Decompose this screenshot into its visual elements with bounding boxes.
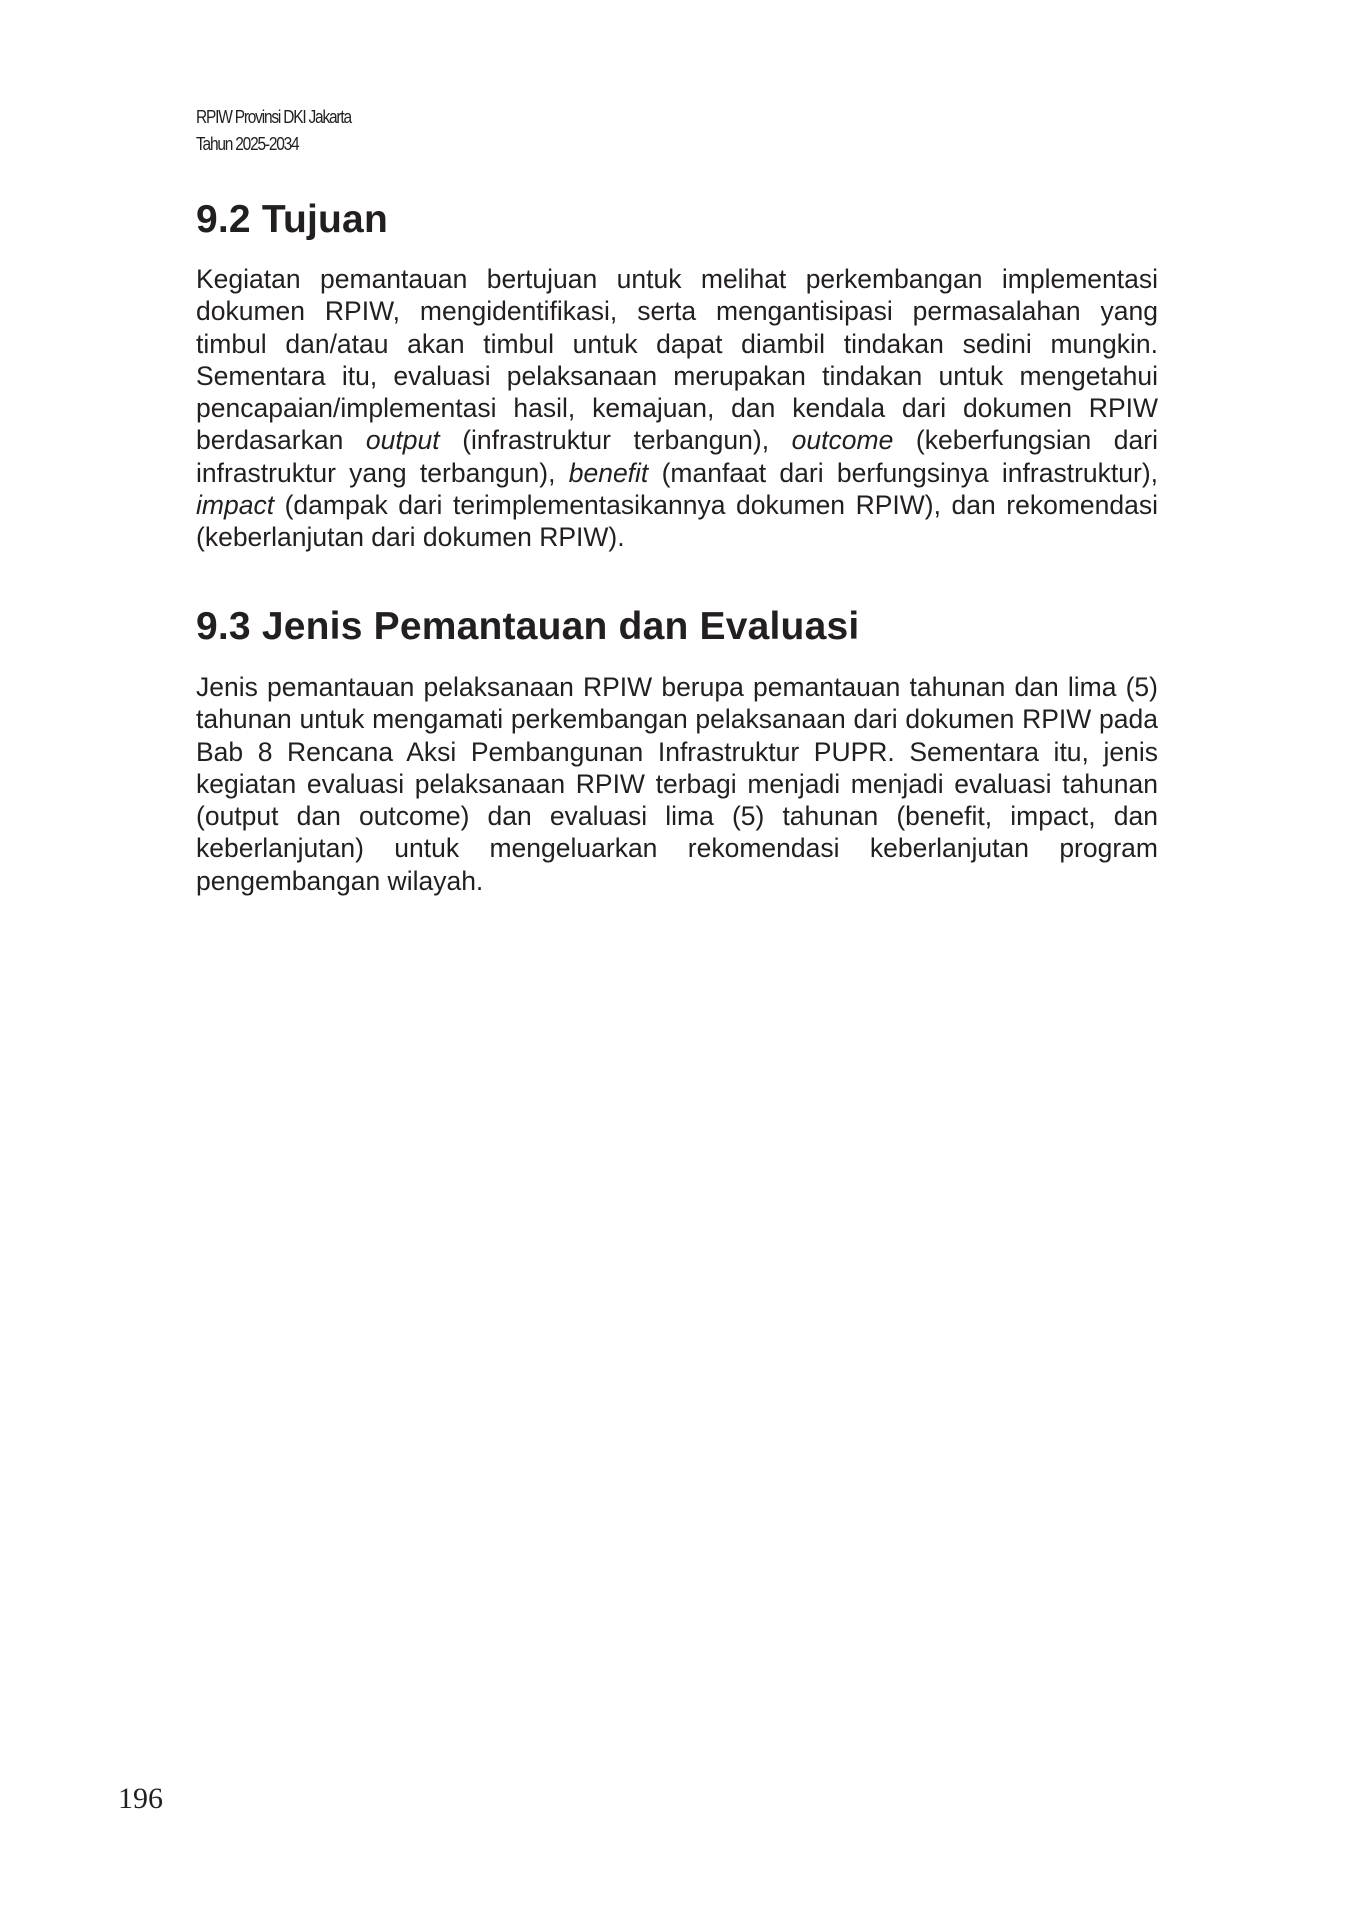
header-title: RPIW Provinsi DKI Jakarta: [196, 107, 351, 127]
section-9-2-paragraph: [196, 263, 1158, 554]
section-heading-9-3: 9.3 Jenis Pemantauan dan Evaluasi: [196, 605, 860, 648]
text: Kegiatan pemantauan bertujuan untuk melihat perkembangan implementasi dokumen RPIW, mengidentifikasi, serta mengantisipasi permasalahan yang timbul dan/atau akan timbul untuk dapat diambil tindakan sedini mungkin. Sementara itu, evaluasi pelaksanaan merupakan tindakan untuk mengetahui pencapaian/implementasi hasil, kemajuan, dan kendala dari dokumen RPIW berdasarkan: [196, 264, 1158, 456]
italic-term: benefit: [568, 457, 649, 488]
text: (manfaat dari berfungsinya infrastruktur),: [648, 457, 1159, 488]
text: (infrastruktur terbangun),: [439, 425, 792, 456]
text: (dampak dari terimplementasikannya dokumen RPIW), dan rekomendasi (keberlanjutan dari dokumen RPIW).: [196, 490, 1158, 553]
italic-term: outcome: [791, 425, 894, 456]
header-years: Tahun 2025-2034: [196, 134, 299, 154]
italic-term: impact: [196, 490, 275, 521]
page-number: 196: [118, 1782, 163, 1815]
running-header: [196, 104, 351, 158]
section-heading-9-2: 9.2 Tujuan: [196, 198, 388, 241]
text: (keberfungsian dari infrastruktur yang terbangun),: [196, 425, 1158, 488]
italic-term: output: [365, 425, 440, 456]
section-9-3-paragraph: Jenis pemantauan pelaksanaan RPIW berupa pemantauan tahunan dan lima (5) tahunan untuk mengamati perkembangan pelaksanaan dari dokumen RPIW pada Bab 8 Rencana Aksi Pembangunan Infrastruktur PUPR. Sementara itu, jenis kegiatan evaluasi pelaksanaan RPIW terbagi menjadi menjadi evaluasi tahunan (output dan outcome) dan evaluasi lima (5) tahunan (benefit, impact, dan keberlanjutan) untuk mengeluarkan rekomendasi keberlanjutan program pengembangan wilayah.: [196, 672, 1158, 896]
